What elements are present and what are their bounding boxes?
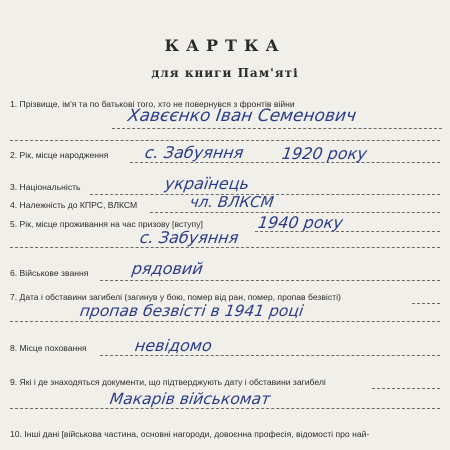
field-7-line xyxy=(412,303,440,304)
field-7-label: 7. Дата і обставини загибелі (загинув у бою, помер від ран, помер, пропав безвісті) xyxy=(10,292,341,302)
field-5-extra: с. Забуяння xyxy=(138,228,240,247)
field-5-value: 1940 року xyxy=(256,213,345,232)
field-1-line xyxy=(112,128,442,129)
field-6-label: 6. Військове звання xyxy=(10,268,89,278)
field-7-line-2 xyxy=(10,321,440,322)
field-2-line xyxy=(130,162,440,163)
field-8-value: невідомо xyxy=(133,336,214,355)
field-9-line-2 xyxy=(10,408,440,409)
card-title: КАРТКА xyxy=(164,36,286,55)
field-9-label: 9. Які і де знаходяться документи, що підтверджують дату і обставини загибелі xyxy=(10,377,326,387)
field-8-line xyxy=(100,355,440,356)
field-3-value: українець xyxy=(163,174,251,193)
field-2-value: с. Забуяння xyxy=(143,143,245,162)
field-6-line xyxy=(100,280,440,281)
field-5-label: 5. Рік, місце проживання на час призову [вступу] xyxy=(10,219,203,229)
card-subtitle: для книги Пам'яті xyxy=(151,66,299,80)
field-5-line-2 xyxy=(10,247,440,248)
field-2-extra: 1920 року xyxy=(280,144,369,163)
field-9-value: Макарів військомат xyxy=(108,390,272,408)
field-1-label: 1. Прізвище, ім'я та по батькові того, хто не повернувся з фронтів війни xyxy=(10,99,295,109)
field-6-value: рядовий xyxy=(130,259,205,278)
field-1-value: Хавєєнко Іван Семенович xyxy=(126,106,358,126)
field-5-line xyxy=(255,231,440,232)
field-10-label: 10. Інші дані [військова частина, основні нагороди, довоєнна професія, відомості про най- xyxy=(10,429,370,439)
field-9-line xyxy=(372,388,440,389)
field-4-label: 4. Належність до КПРС, ВЛКСМ xyxy=(10,200,138,210)
field-4-value: чл. ВЛКСМ xyxy=(188,193,275,211)
field-2-label: 2. Рік, місце народження xyxy=(10,150,109,160)
field-8-label: 8. Місце поховання xyxy=(10,343,87,353)
field-3-label: 3. Національність xyxy=(10,182,81,192)
field-1-line-2 xyxy=(10,140,440,141)
field-7-value: пропав безвісті в 1941 році xyxy=(78,302,305,320)
